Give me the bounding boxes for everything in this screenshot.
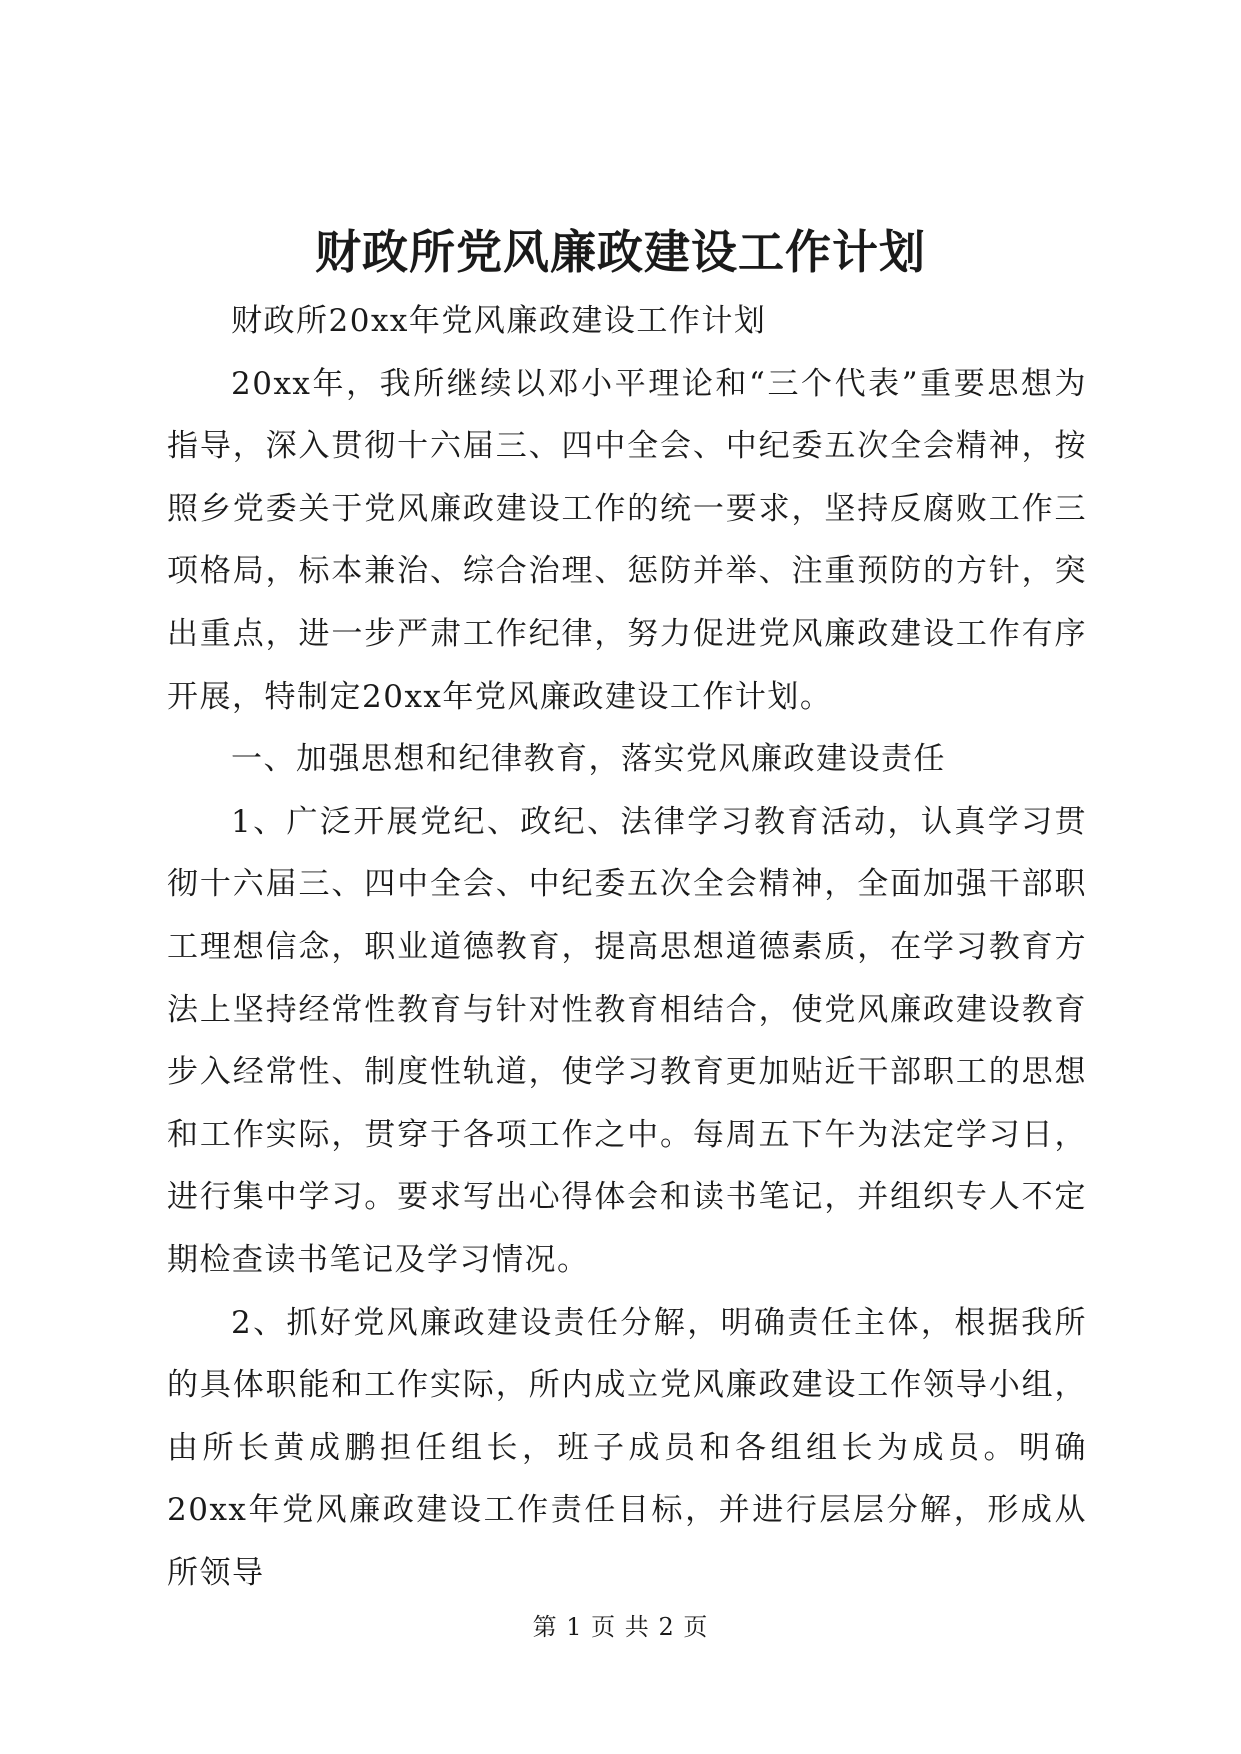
- subtitle-paragraph: 财政所20xx年党风廉政建设工作计划: [231, 303, 767, 339]
- page-title: 财政所党风廉政建设工作计划: [315, 225, 926, 279]
- page-number-footer: 第 1 页 共 2 页: [532, 1613, 709, 1641]
- document-body: [167, 290, 1087, 1604]
- item-2-paragraph: 2、抓好党风廉政建设责任分解，明确责任主体，根据我所的具体职能和工作实际，所内成立党风廉政建设工作领导小组，由所长黄成鹏担任组长，班子成员和各组组长为成员。明确20xx年党风廉政建设工作责任目标，并进行层层分解，形成从所领导: [167, 1304, 1087, 1591]
- item-1-paragraph: 1、广泛开展党纪、政纪、法律学习教育活动，认真学习贯彻十六届三、四中全会、中纪委五次全会精神，全面加强干部职工理想信念，职业道德教育，提高思想道德素质，在学习教育方法上坚持经常性教育与针对性教育相结合，使党风廉政建设教育步入经常性、制度性轨道，使学习教育更加贴近干部职工的思想和工作实际，贯穿于各项工作之中。每周五下午为法定学习日，进行集中学习。要求写出心得体会和读书笔记，并组织专人不定期检查读书笔记及学习情况。: [167, 803, 1087, 1278]
- intro-paragraph: 20xx年，我所继续以邓小平理论和“三个代表”重要思想为指导，深入贯彻十六届三、四中全会、中纪委五次全会精神，按照乡党委关于党风廉政建设工作的统一要求，坚持反腐败工作三项格局，标本兼治、综合治理、惩防并举、注重预防的方针，突出重点，进一步严肃工作纪律，努力促进党风廉政建设工作有序开展，特制定20xx年党风廉政建设工作计划。: [167, 365, 1087, 715]
- section-heading: 一、加强思想和纪律教育，落实党风廉政建设责任: [231, 741, 946, 778]
